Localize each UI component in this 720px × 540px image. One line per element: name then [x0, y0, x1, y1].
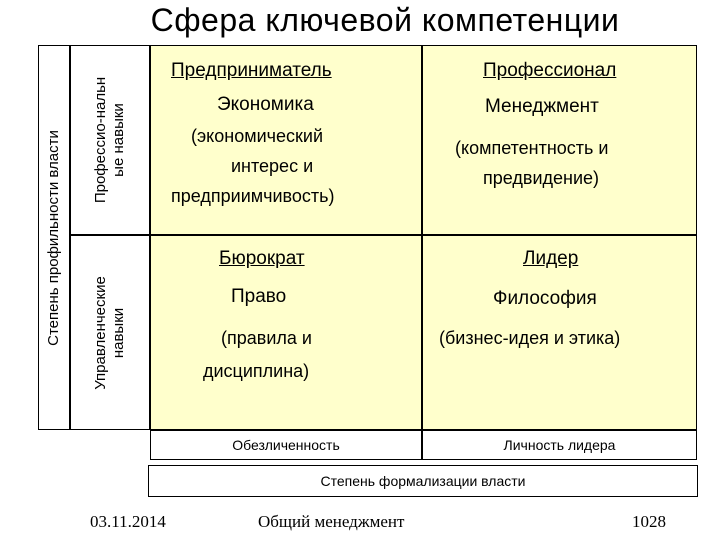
column-label-text: Обезличенность [232, 437, 340, 453]
management-skills-line-2: навыки [110, 307, 127, 358]
quadrant-heading: Профессионал [483, 60, 617, 81]
vertical-axis-label: Степень профильности власти [45, 129, 62, 346]
professional-skills-line-2: ые навыки [110, 103, 127, 177]
quadrant-entrepreneur [150, 45, 422, 235]
quadrant-heading: Лидер [523, 248, 579, 269]
quadrant-detail: предприимчивость) [171, 186, 335, 206]
quadrant-subject: Философия [493, 288, 597, 309]
column-label-impersonality [150, 430, 422, 460]
management-skills-box [70, 235, 150, 430]
quadrant-detail: (компетентность и [455, 138, 609, 158]
management-skills-line-1: Управленческие [92, 275, 109, 390]
horizontal-axis-label: Степень формализации власти [320, 473, 526, 489]
quadrant-heading: Предприниматель [171, 60, 332, 81]
quadrant-professional [422, 45, 697, 235]
footer-subject: Общий менеджмент [258, 512, 405, 531]
quadrant-leader [422, 235, 697, 430]
slide-title: Сфера ключевой компетенции [150, 2, 620, 38]
management-skills-label [92, 276, 128, 390]
quadrant-bureaucrat [150, 235, 422, 430]
quadrant-detail: интерес и [231, 156, 314, 176]
professional-skills-label [92, 77, 128, 203]
professional-skills-line-1: Профессио-нальн [92, 76, 109, 204]
quadrant-subject: Менеджмент [485, 96, 599, 117]
quadrant-detail: предвидение) [483, 168, 600, 188]
column-label-leader-personality [422, 430, 697, 460]
column-label-text: Личность лидера [503, 437, 616, 453]
quadrant-detail: (правила и [221, 328, 312, 348]
horizontal-axis-box [148, 465, 698, 497]
quadrant-detail: (экономический [191, 126, 324, 146]
quadrant-subject: Экономика [217, 94, 314, 115]
quadrant-detail: (бизнес-идея и этика) [439, 328, 621, 348]
footer-page-number: 1028 [632, 512, 666, 531]
vertical-axis-box [38, 45, 70, 430]
quadrant-detail: дисциплина) [203, 361, 310, 381]
professional-skills-box [70, 45, 150, 235]
quadrant-heading: Бюрократ [219, 248, 305, 269]
footer-date: 03.11.2014 [90, 512, 166, 531]
quadrant-subject: Право [231, 286, 287, 307]
